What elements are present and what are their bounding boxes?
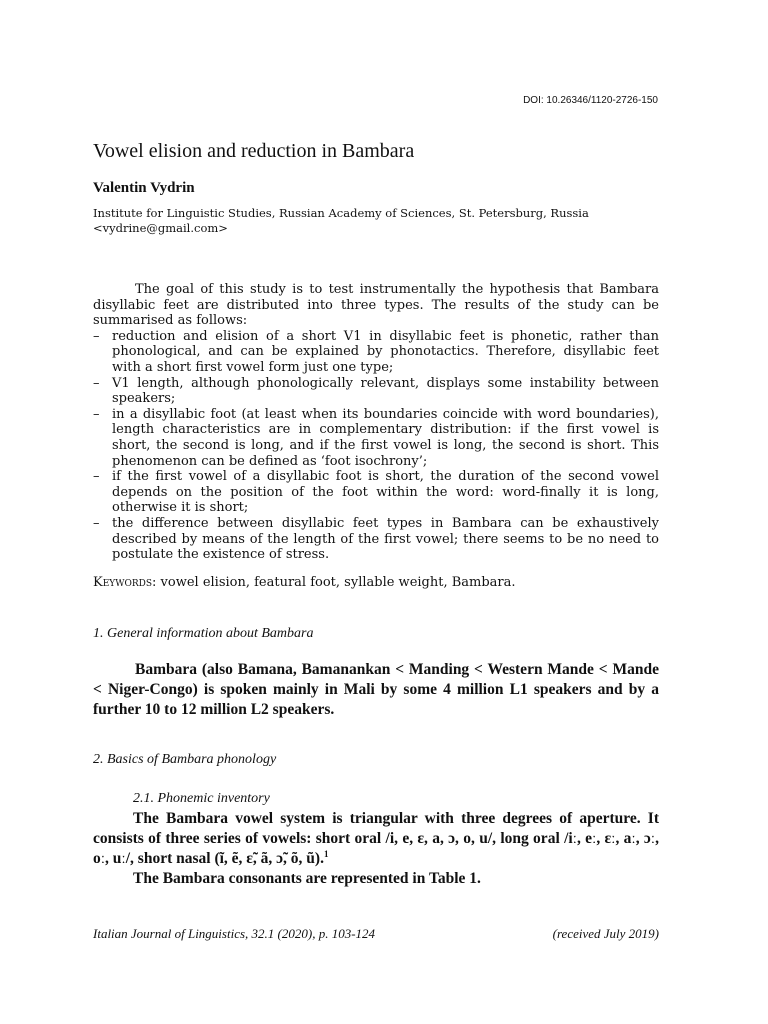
section-2-paragraph-2: The Bambara consonants are represented in Table 1. bbox=[133, 870, 481, 887]
abstract-point-text: V1 length, although phonologically relevant, displays some instability between speakers; bbox=[112, 375, 659, 407]
abstract-point bbox=[93, 407, 659, 469]
keywords-separator: : bbox=[152, 575, 161, 590]
section-2-body bbox=[93, 809, 659, 889]
journal-citation: Italian Journal of Linguistics, 32.1 (2020), p. 103-124 bbox=[93, 926, 376, 941]
dash-bullet: – bbox=[93, 515, 100, 531]
dash-bullet: – bbox=[93, 406, 100, 422]
paper-title: Vowel elision and reduction in Bambara bbox=[93, 140, 415, 162]
section-heading-2: 2. Basics of Bambara phonology bbox=[93, 752, 277, 767]
dash-bullet: – bbox=[93, 328, 100, 344]
affiliation bbox=[93, 206, 673, 236]
abstract-point-text: in a disyllabic foot (at least when its boundaries coincide with word boundaries), length characteristics are in complementary distribution: if the first vowel is short, the second is long, and if the first vowel is long, the second is short. This phenomenon can be defined as ‘foot isochrony’; bbox=[112, 406, 659, 469]
abstract-point-text: if the first vowel of a disyllabic foot is short, the duration of the second vowel depends on the position of the foot within the word: word-finally it is long, otherwise it is short; bbox=[112, 469, 659, 516]
vowel-system-text: The Bambara vowel system is triangular with three degrees of aperture. It consists of three series of vowels: short oral /i, e, ɛ, a, ɔ, o, u/, long oral /iː, eː, ɛː, aː, ɔː, oː, uː/, short nasal (ĩ, ẽ, ɛ̃, ã, ɔ̃, õ, ũ). bbox=[93, 810, 659, 867]
abstract bbox=[93, 282, 659, 563]
dash-bullet: – bbox=[93, 469, 100, 485]
abstract-point bbox=[93, 376, 659, 407]
dash-bullet: – bbox=[93, 375, 100, 391]
footnote-marker: 1 bbox=[323, 848, 329, 859]
doi: DOI: 10.26346/1120-2726-150 bbox=[523, 95, 658, 106]
affiliation-institute: Institute for Linguistic Studies, Russian Academy of Sciences, St. Petersburg, Russia bbox=[93, 206, 589, 220]
abstract-point bbox=[93, 329, 659, 376]
received-date: (received July 2019) bbox=[552, 926, 659, 941]
author-name: Valentin Vydrin bbox=[93, 180, 195, 196]
keywords-text: vowel elision, featural foot, syllable weight, Bambara. bbox=[160, 575, 516, 590]
keywords-label: Keywords bbox=[93, 575, 153, 590]
abstract-point-text: the difference between disyllabic feet types in Bambara can be exhaustively described by means of the length of the first vowel; there seems to be no need to postulate the existence of stress. bbox=[112, 515, 659, 563]
section-1-body bbox=[93, 660, 659, 720]
abstract-point bbox=[93, 516, 659, 563]
abstract-intro: The goal of this study is to test instrumentally the hypothesis that Bambara disyllabic feet are distributed into three types. The results of the study can be summarised as follows: bbox=[93, 282, 659, 329]
section-heading-1: 1. General information about Bambara bbox=[93, 626, 314, 641]
abstract-points bbox=[93, 329, 659, 563]
page-footer bbox=[93, 926, 659, 942]
abstract-point-text: reduction and elision of a short V1 in disyllabic feet is phonetic, rather than phonological, and can be explained by phonotactics. Therefore, disyllabic feet with a short first vowel form just one type; bbox=[112, 328, 659, 375]
author-email: <vydrine@gmail.com> bbox=[93, 221, 228, 235]
subsection-heading-2-1: 2.1. Phonemic inventory bbox=[133, 791, 270, 806]
section-2-paragraph-1 bbox=[93, 809, 659, 869]
section-1-paragraph: Bambara (also Bamana, Bamanankan < Manding < Western Mande < Mande < Niger-Congo) is spoken mainly in Mali by some 4 million L1 speakers and by a further 10 to 12 million L2 speakers. bbox=[93, 661, 659, 718]
keywords bbox=[93, 575, 516, 590]
abstract-point bbox=[93, 469, 659, 516]
